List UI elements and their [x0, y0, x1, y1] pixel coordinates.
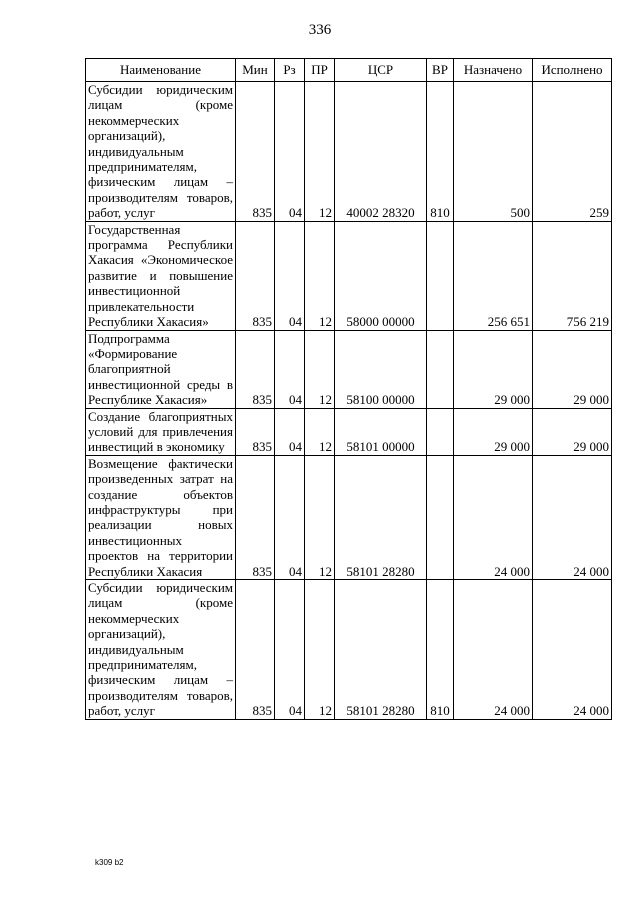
- row-vr: 810: [427, 82, 454, 222]
- footer-code: k309 b2: [95, 858, 124, 867]
- row-vr: [427, 408, 454, 455]
- row-executed: 756 219: [533, 221, 612, 330]
- row-pr: 12: [305, 221, 335, 330]
- row-csr: 58101 28280: [335, 455, 427, 579]
- header-csr: ЦСР: [335, 59, 427, 82]
- row-rz: 04: [275, 408, 305, 455]
- row-executed: 24 000: [533, 580, 612, 720]
- table-header: [86, 59, 612, 82]
- row-csr: 58000 00000: [335, 221, 427, 330]
- row-executed: 259: [533, 82, 612, 222]
- row-assigned: 29 000: [454, 408, 533, 455]
- row-pr: 12: [305, 408, 335, 455]
- row-assigned: 500: [454, 82, 533, 222]
- row-pr: 12: [305, 330, 335, 408]
- row-assigned: 29 000: [454, 330, 533, 408]
- budget-table: [85, 58, 612, 720]
- row-pr: 12: [305, 580, 335, 720]
- row-min: 835: [236, 580, 275, 720]
- row-name: Субсидии юридическим лицам (кроме некоммерческих организаций), индивидуальным предпринимателям, физическим лицам – производителям товаров, работ, услуг: [86, 82, 236, 222]
- header-rz: Рз: [275, 59, 305, 82]
- row-rz: 04: [275, 580, 305, 720]
- row-min: 835: [236, 455, 275, 579]
- header-pr: ПР: [305, 59, 335, 82]
- row-executed: 29 000: [533, 408, 612, 455]
- table-body: [86, 82, 612, 720]
- row-rz: 04: [275, 455, 305, 579]
- row-name: Создание благоприятных условий для привлечения инвестиций в экономику: [86, 408, 236, 455]
- row-csr: 40002 28320: [335, 82, 427, 222]
- row-pr: 12: [305, 455, 335, 579]
- row-name: Подпрограмма «Формирование благоприятной инвестиционной среды в Республике Хакасия»: [86, 330, 236, 408]
- row-csr: 58100 00000: [335, 330, 427, 408]
- row-min: 835: [236, 408, 275, 455]
- row-rz: 04: [275, 82, 305, 222]
- row-pr: 12: [305, 82, 335, 222]
- header-executed: Исполнено: [533, 59, 612, 82]
- table-row: [86, 580, 612, 720]
- row-assigned: 256 651: [454, 221, 533, 330]
- row-vr: [427, 221, 454, 330]
- row-min: 835: [236, 82, 275, 222]
- row-name: Государственная программа Республики Хакасия «Экономическое развитие и повышение инвестиционной привлекательности Республики Хакасия»: [86, 221, 236, 330]
- row-assigned: 24 000: [454, 455, 533, 579]
- row-name: Субсидии юридическим лицам (кроме некоммерческих организаций), индивидуальным предпринимателям, физическим лицам – производителям товаров, работ, услуг: [86, 580, 236, 720]
- table-row: [86, 455, 612, 579]
- row-rz: 04: [275, 221, 305, 330]
- row-name: Возмещение фактически произведенных затрат на создание объектов инфраструктуры при реализации новых инвестиционных проектов на территории Республики Хакасия: [86, 455, 236, 579]
- table-row: [86, 221, 612, 330]
- row-executed: 29 000: [533, 330, 612, 408]
- table-row: [86, 330, 612, 408]
- header-min: Мин: [236, 59, 275, 82]
- row-csr: 58101 00000: [335, 408, 427, 455]
- page-number: 336: [308, 22, 332, 38]
- row-csr: 58101 28280: [335, 580, 427, 720]
- header-assigned: Назначено: [454, 59, 533, 82]
- row-vr: [427, 330, 454, 408]
- row-vr: 810: [427, 580, 454, 720]
- table-row: [86, 408, 612, 455]
- row-rz: 04: [275, 330, 305, 408]
- row-executed: 24 000: [533, 455, 612, 579]
- table-row: [86, 82, 612, 222]
- row-min: 835: [236, 330, 275, 408]
- row-min: 835: [236, 221, 275, 330]
- header-name: Наименование: [86, 59, 236, 82]
- row-vr: [427, 455, 454, 579]
- header-vr: ВР: [427, 59, 454, 82]
- row-assigned: 24 000: [454, 580, 533, 720]
